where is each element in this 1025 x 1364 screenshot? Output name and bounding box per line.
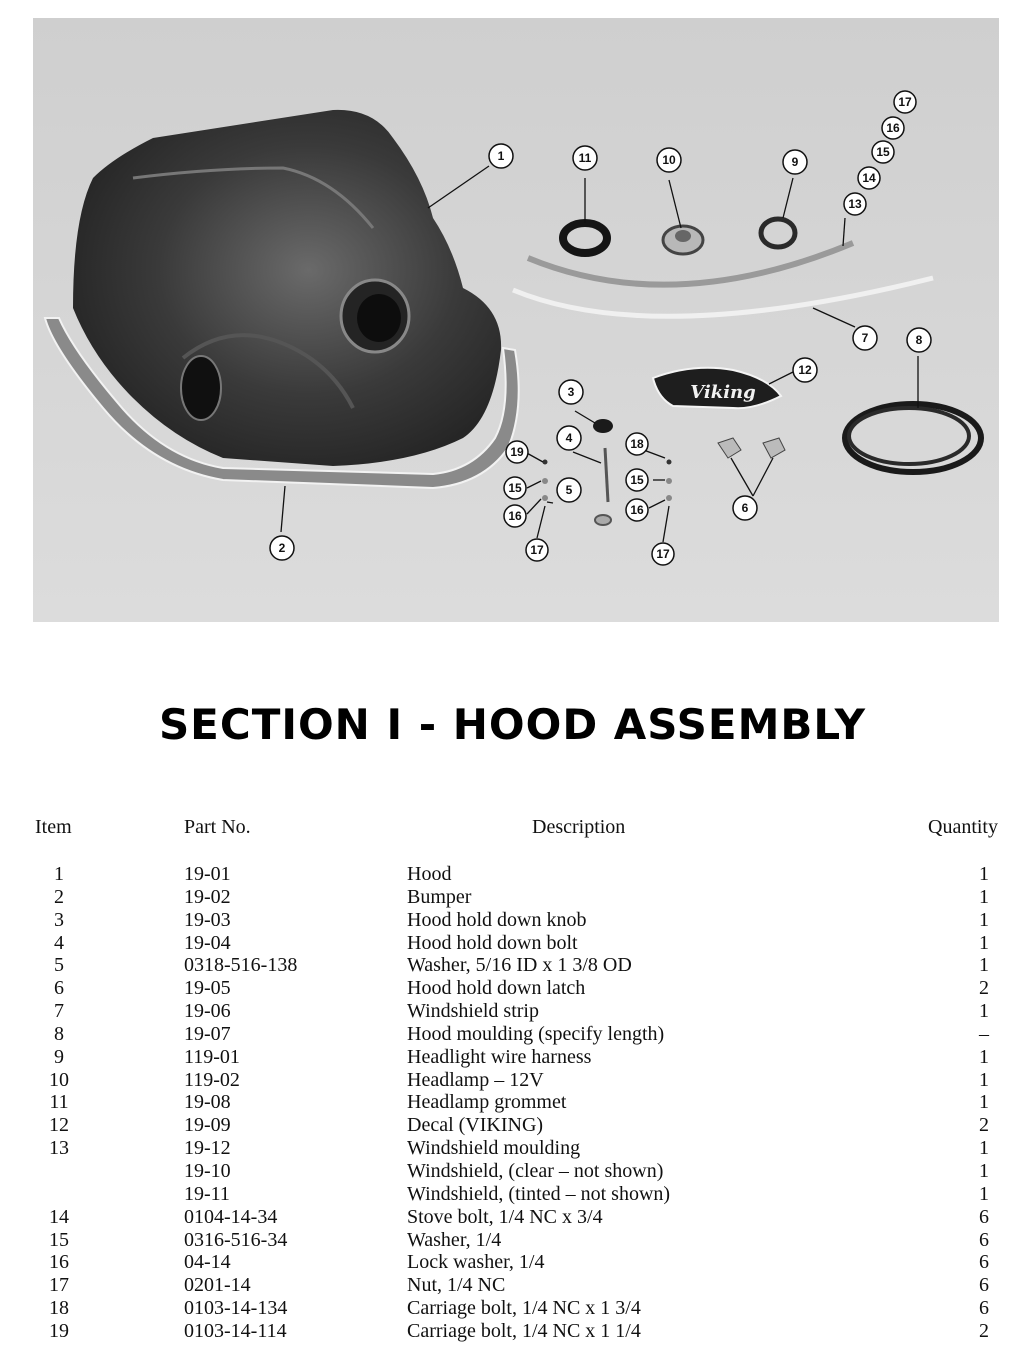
parts-table-body <box>0 863 1025 1343</box>
row-description: Hood <box>407 863 452 885</box>
table-row <box>0 1251 1025 1274</box>
row-description: Washer, 5/16 ID x 1 3/8 OD <box>407 954 632 977</box>
row-part-no: 19-06 <box>184 1000 231 1023</box>
row-description: Washer, 1/4 <box>407 1228 502 1251</box>
row-item: 15 <box>49 1228 69 1251</box>
row-item: 5 <box>54 954 64 977</box>
row-quantity: 6 <box>979 1251 989 1274</box>
svg-text:19: 19 <box>510 445 524 459</box>
row-description: Bumper <box>407 885 472 908</box>
svg-text:2: 2 <box>278 541 286 555</box>
callout-19 <box>506 441 528 463</box>
callout-18 <box>626 433 648 455</box>
svg-text:16: 16 <box>630 503 644 517</box>
row-description: Headlight wire harness <box>407 1045 592 1068</box>
row-item: 12 <box>49 1114 69 1137</box>
row-part-no: 19-08 <box>184 1091 231 1114</box>
row-part-no: 0201-14 <box>184 1274 251 1297</box>
row-item: 7 <box>54 1000 64 1023</box>
row-item: 4 <box>54 931 64 954</box>
callout-1 <box>489 144 513 168</box>
svg-text:4: 4 <box>565 431 573 445</box>
header-description: Description <box>532 816 626 838</box>
table-row <box>0 1297 1025 1320</box>
svg-text:17: 17 <box>898 95 912 109</box>
svg-text:5: 5 <box>565 483 573 497</box>
row-description: Windshield, (clear – not shown) <box>407 1159 664 1182</box>
row-part-no: 19-02 <box>184 885 231 908</box>
svg-text:10: 10 <box>662 153 676 167</box>
callout-16b <box>504 505 526 527</box>
svg-text:17: 17 <box>530 543 544 557</box>
row-quantity: 1 <box>979 931 989 954</box>
row-quantity: 1 <box>979 1137 989 1160</box>
callout-11 <box>573 146 597 170</box>
callout-17b <box>526 539 548 561</box>
callout-17c <box>652 543 674 565</box>
row-quantity: 1 <box>979 908 989 931</box>
table-row <box>0 977 1025 1000</box>
table-row <box>0 1160 1025 1183</box>
row-quantity: 1 <box>979 863 989 885</box>
callout-4 <box>557 426 581 450</box>
row-part-no: 119-01 <box>184 1045 240 1068</box>
svg-text:12: 12 <box>798 363 812 377</box>
row-part-no: 19-01 <box>184 863 231 885</box>
row-quantity: 2 <box>979 1319 989 1342</box>
row-quantity: 1 <box>979 1091 989 1114</box>
row-item: 1 <box>54 863 64 885</box>
header-quantity: Quantity <box>928 816 998 838</box>
row-part-no: 0104-14-34 <box>184 1205 278 1228</box>
callout-17a <box>894 91 916 113</box>
svg-text:15: 15 <box>630 473 644 487</box>
row-part-no: 19-11 <box>184 1182 230 1205</box>
callout-16a <box>882 117 904 139</box>
row-item: 17 <box>49 1274 69 1297</box>
callout-6 <box>733 496 757 520</box>
row-part-no: 19-09 <box>184 1114 231 1137</box>
svg-text:16: 16 <box>508 509 522 523</box>
table-row <box>0 932 1025 955</box>
row-part-no: 19-03 <box>184 908 231 931</box>
row-part-no: 19-10 <box>184 1159 231 1182</box>
row-item: 2 <box>54 885 64 908</box>
callout-3 <box>559 380 583 404</box>
svg-text:15: 15 <box>876 145 890 159</box>
row-item: 19 <box>49 1319 69 1342</box>
row-part-no: 0316-516-34 <box>184 1228 288 1251</box>
row-description: Windshield, (tinted – not shown) <box>407 1182 671 1205</box>
row-part-no: 19-07 <box>184 1022 231 1045</box>
callout-15b <box>504 477 526 499</box>
callout-14 <box>858 167 880 189</box>
callout-2 <box>270 536 294 560</box>
row-item: 11 <box>49 1091 69 1114</box>
row-item: 3 <box>54 908 64 931</box>
row-description: Decal (VIKING) <box>407 1114 544 1137</box>
row-quantity: 2 <box>979 1114 989 1137</box>
row-part-no: 119-02 <box>184 1068 240 1091</box>
callout-7 <box>853 326 877 350</box>
table-row <box>0 1114 1025 1137</box>
section-title: SECTION I - HOOD ASSEMBLY <box>158 700 867 749</box>
row-description: Windshield moulding <box>407 1137 581 1160</box>
table-row <box>0 1137 1025 1160</box>
callout-15c <box>626 469 648 491</box>
row-part-no: 0103-14-114 <box>184 1319 287 1342</box>
svg-text:13: 13 <box>848 197 862 211</box>
table-row <box>0 886 1025 909</box>
row-description: Carriage bolt, 1/4 NC x 1 3/4 <box>407 1297 641 1320</box>
header-item: Item <box>35 816 72 838</box>
row-quantity: 6 <box>979 1228 989 1251</box>
table-row <box>0 1229 1025 1252</box>
row-quantity: 6 <box>979 1297 989 1320</box>
table-row <box>0 863 1025 886</box>
row-part-no: 0318-516-138 <box>184 954 298 977</box>
callout-13 <box>844 193 866 215</box>
row-description: Hood hold down knob <box>407 908 587 931</box>
table-row <box>0 1206 1025 1229</box>
row-item: 9 <box>54 1045 64 1068</box>
table-row <box>0 1320 1025 1343</box>
table-row <box>0 1000 1025 1023</box>
row-description: Carriage bolt, 1/4 NC x 1 1/4 <box>407 1319 641 1342</box>
row-description: Headlamp grommet <box>407 1091 567 1114</box>
callout-16c <box>626 499 648 521</box>
svg-text:3: 3 <box>567 385 575 399</box>
row-part-no: 0103-14-134 <box>184 1297 288 1320</box>
row-quantity: 6 <box>979 1274 989 1297</box>
row-description: Hood moulding (specify length) <box>407 1022 665 1045</box>
table-row <box>0 1023 1025 1046</box>
callout-12 <box>793 358 817 382</box>
row-quantity: 1 <box>979 1068 989 1091</box>
callout-15a <box>872 141 894 163</box>
row-item: 13 <box>49 1137 69 1160</box>
table-row <box>0 1274 1025 1297</box>
row-quantity: – <box>979 1022 989 1045</box>
callout-10 <box>657 148 681 172</box>
table-row <box>0 1046 1025 1069</box>
svg-text:16: 16 <box>886 121 900 135</box>
row-item: 16 <box>49 1251 69 1274</box>
row-quantity: 1 <box>979 1159 989 1182</box>
row-quantity: 6 <box>979 1205 989 1228</box>
svg-text:17: 17 <box>656 547 670 561</box>
svg-text:6: 6 <box>741 501 749 515</box>
row-item: 10 <box>49 1068 69 1091</box>
row-part-no: 19-04 <box>184 931 231 954</box>
row-quantity: 1 <box>979 954 989 977</box>
row-quantity: 1 <box>979 1045 989 1068</box>
row-quantity: 1 <box>979 885 989 908</box>
row-description: Windshield strip <box>407 1000 539 1023</box>
svg-text:11: 11 <box>578 151 592 165</box>
parts-table-header <box>0 816 1025 842</box>
svg-text:18: 18 <box>630 437 644 451</box>
row-description: Lock washer, 1/4 <box>407 1251 545 1274</box>
row-part-no: 19-05 <box>184 977 231 1000</box>
row-quantity: 1 <box>979 1182 989 1205</box>
row-description: Nut, 1/4 NC <box>407 1274 506 1297</box>
callout-8 <box>907 328 931 352</box>
row-part-no: 04-14 <box>184 1251 231 1274</box>
svg-text:15: 15 <box>508 481 522 495</box>
svg-text:14: 14 <box>862 171 876 185</box>
svg-text:8: 8 <box>915 333 923 347</box>
svg-text:7: 7 <box>861 331 869 345</box>
table-row <box>0 954 1025 977</box>
callout-5 <box>557 478 581 502</box>
svg-text:9: 9 <box>791 155 799 169</box>
row-quantity: 2 <box>979 977 989 1000</box>
row-item: 8 <box>54 1022 64 1045</box>
row-part-no: 19-12 <box>184 1137 231 1160</box>
row-description: Hood hold down bolt <box>407 931 578 954</box>
header-part-no: Part No. <box>184 816 251 838</box>
svg-text:1: 1 <box>497 149 505 163</box>
row-quantity: 1 <box>979 1000 989 1023</box>
row-description: Stove bolt, 1/4 NC x 3/4 <box>407 1205 603 1228</box>
row-description: Headlamp – 12V <box>407 1068 544 1091</box>
row-description: Hood hold down latch <box>407 977 586 1000</box>
hood-assembly-photo <box>33 18 999 622</box>
table-row <box>0 1069 1025 1092</box>
table-row <box>0 1183 1025 1206</box>
row-item: 6 <box>54 977 64 1000</box>
decal-text: Viking <box>690 382 756 403</box>
callout-9 <box>783 150 807 174</box>
row-item: 14 <box>49 1205 69 1228</box>
table-row <box>0 909 1025 932</box>
table-row <box>0 1091 1025 1114</box>
row-item: 18 <box>49 1297 69 1320</box>
